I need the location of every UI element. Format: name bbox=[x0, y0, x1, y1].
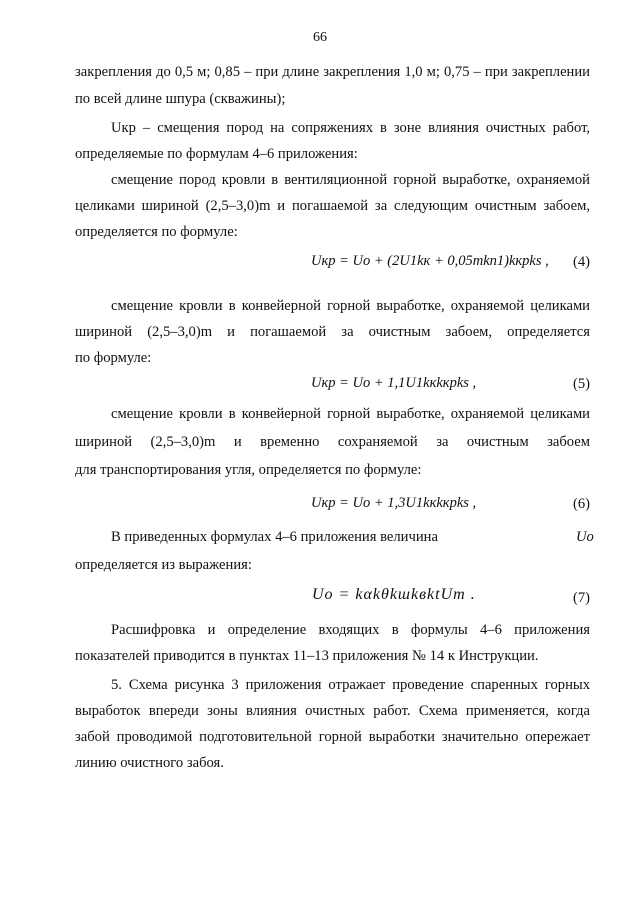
formula-4: Uкр = Uо + (2U1kк + 0,05mkп1)kкрks , bbox=[311, 253, 549, 269]
p1-line2: по всей длине шпура (скважины); bbox=[75, 91, 286, 107]
p7-line2: показателей приводится в пунктах 11–13 приложения № 14 к Инструкции. bbox=[75, 648, 539, 664]
p8-line1: 5. Схема рисунка 3 приложения отражает проведение спаренных горных bbox=[111, 677, 590, 693]
p4-line3: по формуле: bbox=[75, 350, 152, 366]
p6-line1: В приведенных формулах 4–6 приложения величина bbox=[111, 529, 438, 545]
p7-line1: Расшифровка и определение входящих в формулы 4–6 приложения bbox=[111, 622, 590, 638]
p6-line2: определяется из выражения: bbox=[75, 557, 252, 573]
p3-line3: определяется по формуле: bbox=[75, 224, 238, 240]
p5-line2: шириной (2,5–3,0)m и временно сохраняемой за очистным забоем bbox=[75, 434, 590, 450]
formula-6: Uкр = Uо + 1,3U1kкkкрks , bbox=[311, 495, 477, 511]
p3-line2: целиками шириной (2,5–3,0)m и погашаемой за следующим очистным забоем, bbox=[75, 198, 590, 214]
page-number: 66 bbox=[313, 30, 327, 45]
formula-6-number: (6) bbox=[572, 496, 590, 512]
p5-line3: для транспортирования угля, определяется по формуле: bbox=[75, 462, 422, 478]
formula-5: Uкр = Uо + 1,1U1kкkкрks , bbox=[311, 375, 477, 391]
formula-5-number: (5) bbox=[572, 376, 590, 392]
formula-7: Uо = kαkθkшkвktUт . bbox=[312, 586, 476, 603]
p5-line1: смещение кровли в конвейерной горной выработке, охраняемой целиками bbox=[111, 406, 590, 422]
p8-line4: линию очистного забоя. bbox=[75, 755, 224, 771]
p1-line1: закрепления до 0,5 м; 0,85 – при длине закрепления 1,0 м; 0,75 – при закреплении bbox=[75, 64, 590, 80]
p8-line2: выработок впереди зоны влияния очистных работ. Схема применяется, когда bbox=[75, 703, 590, 719]
p8-line3: забой проводимой подготовительной горной выработки значительно опережает bbox=[75, 729, 590, 745]
formula-4-number: (4) bbox=[572, 254, 590, 270]
formula-7-number: (7) bbox=[572, 590, 590, 606]
p2-line1: Uкр – смещения пород на сопряжениях в зоне влияния очистных работ, bbox=[111, 120, 590, 136]
p2-line2: определяемые по формулам 4–6 приложения: bbox=[75, 146, 358, 162]
p4-line2: шириной (2,5–3,0)m и погашаемой за очистным забоем, определяется bbox=[75, 324, 590, 340]
p4-line1: смещение кровли в конвейерной горной выработке, охраняемой целиками bbox=[111, 298, 590, 314]
p6-uo: Uо bbox=[576, 529, 594, 545]
p3-line1: смещение пород кровли в вентиляционной горной выработке, охраняемой bbox=[111, 172, 590, 188]
